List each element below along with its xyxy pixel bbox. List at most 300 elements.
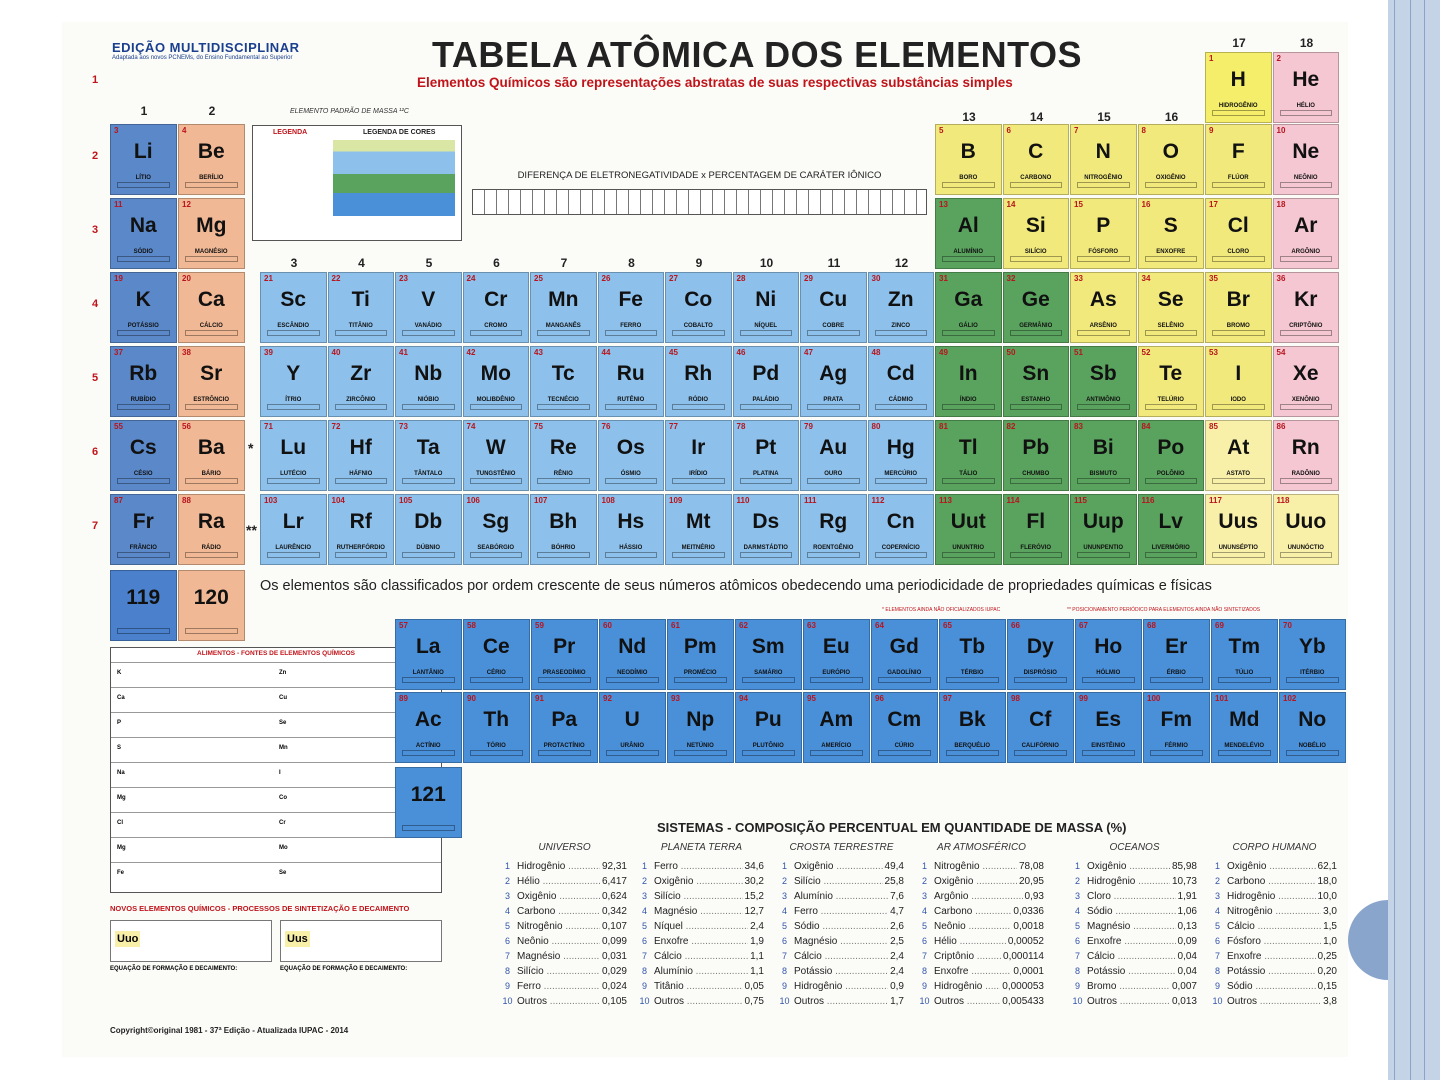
element-symbol: Ni: [755, 288, 777, 311]
item-value: 2,4: [750, 921, 764, 932]
atomic-number: 9: [1209, 126, 1214, 135]
element-cell-rh: [665, 346, 732, 417]
element-name: SÓDIO: [133, 249, 153, 255]
atomic-number: 110: [736, 496, 750, 505]
composition-item: [919, 919, 1044, 934]
electron-config-bar: [1218, 750, 1271, 756]
composition-item: [639, 994, 764, 1009]
atomic-number: 64: [875, 621, 884, 630]
element-name: ZIRCÔNIO: [346, 397, 376, 403]
electron-config-bar: [117, 182, 170, 188]
item-rank: 10: [1212, 996, 1223, 1006]
electron-config-bar: [674, 677, 727, 683]
food-element-b: Zn: [279, 670, 287, 676]
element-symbol: B: [960, 140, 976, 163]
item-value: 20,95: [1018, 876, 1044, 887]
item-rank: 8: [1074, 966, 1080, 976]
element-name: EURÓPIO: [822, 670, 851, 676]
electron-config-bar: [1280, 182, 1333, 188]
atomic-number: 74: [466, 422, 476, 431]
element-name: CÉSIO: [133, 471, 153, 477]
electron-config-bar: [672, 404, 725, 410]
atomic-number: 113: [939, 496, 952, 505]
element-cell-ac: [395, 692, 462, 763]
item-rank: 2: [781, 876, 787, 886]
electron-config-bar: [1286, 677, 1339, 683]
composition-item: [779, 994, 904, 1009]
item-rank: 4: [1074, 906, 1080, 916]
electron-config-bar: [117, 256, 170, 262]
element-cell-cm: [871, 692, 938, 763]
element-symbol: Mn: [548, 288, 579, 311]
element-symbol: Cs: [129, 436, 157, 459]
item-name: Potássio .....: [794, 966, 888, 977]
composition-item: [1212, 904, 1337, 919]
item-rank: 3: [1074, 891, 1080, 901]
element-cell-ir: [665, 420, 732, 491]
element-symbol: Na: [129, 214, 157, 237]
element-symbol: 120: [193, 586, 229, 609]
atomic-number: 52: [1141, 348, 1151, 357]
electron-config-bar: [942, 404, 995, 410]
element-symbol: Os: [616, 436, 645, 459]
electron-config-bar: [117, 330, 170, 336]
element-cell-cs: [110, 420, 177, 491]
element-cell-eu: [803, 619, 870, 690]
element-symbol: Lu: [280, 436, 307, 459]
item-rank: 2: [1214, 876, 1220, 886]
electron-config-bar: [1077, 330, 1130, 336]
element-symbol: Y: [286, 362, 301, 385]
composition-item: [1072, 979, 1197, 994]
element-symbol: Uuo: [1285, 510, 1327, 533]
food-element-b: Se: [279, 870, 287, 876]
composition-item: [779, 979, 904, 994]
item-name: Ferro .....: [517, 981, 600, 992]
element-name: PROMÉCIO: [683, 670, 717, 676]
item-name: Carbono .....: [1227, 876, 1316, 887]
composition-item: [919, 889, 1044, 904]
item-value: 12,7: [744, 906, 764, 917]
copyright: Copyright©original 1981 - 37ª Edição - Atualizada IUPAC - 2014: [110, 1026, 349, 1035]
item-rank: 1: [1214, 861, 1220, 871]
atomic-number: 42: [466, 348, 476, 357]
electron-config-bar: [185, 552, 238, 558]
atomic-number: 11: [114, 200, 123, 209]
item-name: Alumínio .....: [794, 891, 888, 902]
atomic-number: 51: [1074, 348, 1083, 357]
element-symbol: Th: [483, 708, 510, 731]
electron-config-bar: [1280, 404, 1333, 410]
element-name: RUTHERFÓRDIO: [336, 545, 385, 551]
atomic-number: 90: [467, 694, 476, 703]
element-symbol: Rn: [1291, 436, 1320, 459]
element-symbol: Au: [819, 436, 848, 459]
element-cell-tm: [1211, 619, 1278, 690]
item-name: Potássio .....: [1227, 966, 1316, 977]
element-symbol: Db: [414, 510, 443, 533]
item-name: Cloro .....: [1087, 891, 1176, 902]
element-symbol: N: [1095, 140, 1111, 163]
element-name: ENXOFRE: [1156, 249, 1186, 255]
element-name: PRASEODÍMIO: [542, 670, 586, 676]
atomic-number: 18: [1276, 200, 1286, 209]
food-row: [111, 762, 441, 788]
electron-config-bar: [740, 404, 793, 410]
element-cell-te: [1138, 346, 1205, 417]
electron-config-bar: [402, 677, 455, 683]
food-row: [111, 862, 441, 888]
element-symbol: Nd: [618, 635, 647, 658]
element-cell-uuo: [1273, 494, 1340, 565]
element-name: TÉRBIO: [960, 670, 984, 676]
element-symbol: Fr: [132, 510, 154, 533]
atomic-number: 43: [534, 348, 543, 357]
electron-config-bar: [185, 628, 238, 634]
atomic-number: 23: [399, 274, 408, 283]
element-cell-cf: [1007, 692, 1074, 763]
element-symbol: Ru: [616, 362, 645, 385]
atomic-number: 4: [182, 126, 187, 135]
element-cell-as: [1070, 272, 1137, 343]
element-cell-pu: [735, 692, 802, 763]
atomic-number: 83: [1074, 422, 1083, 431]
atomic-number: 14: [1006, 200, 1016, 209]
element-cell-db: [395, 494, 462, 565]
element-symbol: Bh: [549, 510, 578, 533]
atomic-number: 117: [1209, 496, 1222, 505]
item-name: Carbono .....: [934, 906, 1011, 917]
item-name: Oxigênio .....: [654, 876, 743, 887]
element-cell-bh: [530, 494, 597, 565]
element-cell-k: [110, 272, 177, 343]
element-symbol: Rh: [684, 362, 713, 385]
column-title: UNIVERSO: [538, 842, 591, 853]
formation-label-right: EQUAÇÃO DE FORMAÇÃO E DECAIMENTO:: [280, 966, 408, 972]
item-value: 0,0336: [1013, 906, 1044, 917]
element-cell-ra: [178, 494, 245, 565]
item-value: 0,0001: [1013, 966, 1044, 977]
column-title: CORPO HUMANO: [1232, 842, 1317, 853]
atomic-number: 80: [871, 422, 881, 431]
electron-config-bar: [1212, 256, 1265, 262]
element-cell-e120: [178, 570, 245, 641]
item-value: 0,04: [1177, 966, 1197, 977]
food-element-a: Ca: [117, 695, 125, 701]
element-name: POTÁSSIO: [127, 323, 159, 329]
atomic-number: 31: [939, 274, 948, 283]
element-name: DARMSTÁDTIO: [743, 545, 788, 551]
color-legend-swatches: [333, 140, 455, 216]
element-symbol: Ta: [416, 436, 440, 459]
element-symbol: Bk: [958, 708, 986, 731]
electron-config-bar: [1145, 404, 1198, 410]
element-name: BISMUTO: [1089, 471, 1118, 477]
electron-config-bar: [740, 552, 793, 558]
atomic-number: 20: [182, 274, 191, 283]
note-official: * ELEMENTOS AINDA NÃO OFICIALIZADOS IUPAC: [882, 607, 1001, 613]
item-value: 78,08: [1018, 861, 1044, 872]
item-name: Argônio .....: [934, 891, 1023, 902]
electron-config-bar: [1280, 552, 1333, 558]
electron-config-bar: [470, 552, 523, 558]
atomic-number: 45: [669, 348, 678, 357]
periodic-table-poster: [62, 22, 1348, 1057]
element-cell-es: [1075, 692, 1142, 763]
atomic-number: 59: [535, 621, 544, 630]
electron-config-bar: [1280, 110, 1333, 116]
item-value: 2,4: [890, 951, 904, 962]
item-rank: 7: [781, 951, 787, 961]
element-symbol: Zn: [887, 288, 914, 311]
atomic-number: 81: [939, 422, 948, 431]
item-value: 62,1: [1317, 861, 1337, 872]
electronegativity-scale: [472, 170, 927, 210]
electron-config-bar: [1145, 552, 1198, 558]
electron-config-bar: [942, 330, 995, 336]
electron-config-bar: [946, 677, 999, 683]
item-name: Enxofre .....: [934, 966, 1011, 977]
element-symbol: W: [485, 436, 506, 459]
atomic-number: 62: [739, 621, 748, 630]
element-name: PLATINA: [752, 471, 779, 477]
element-symbol: Ir: [691, 436, 706, 459]
item-rank: 2: [1074, 876, 1080, 886]
composition-column: [639, 842, 764, 1009]
item-value: 0,342: [601, 906, 627, 917]
element-cell-al: [935, 198, 1002, 269]
element-name: DÚBNIO: [416, 545, 441, 551]
electron-config-bar: [1145, 182, 1198, 188]
element-cell-la: [395, 619, 462, 690]
item-rank: 9: [504, 981, 510, 991]
electron-config-bar: [807, 330, 860, 336]
electron-config-bar: [185, 330, 238, 336]
element-symbol: Sr: [200, 362, 223, 385]
element-cell-rn: [1273, 420, 1340, 491]
composition-item: [779, 934, 904, 949]
electron-config-bar: [1010, 552, 1063, 558]
item-name: Hidrogênio .....: [1087, 876, 1170, 887]
element-name: RÓDIO: [688, 397, 709, 403]
atomic-number: 98: [1011, 694, 1020, 703]
element-cell-e121: [395, 767, 462, 838]
composition-item: [1212, 919, 1337, 934]
item-name: Hidrogênio .....: [1227, 891, 1316, 902]
item-name: Oxigênio .....: [1087, 861, 1170, 872]
element-cell-n: [1070, 124, 1137, 195]
item-name: Magnésio .....: [517, 951, 600, 962]
element-cell-bk: [939, 692, 1006, 763]
element-name: NÍQUEL: [754, 323, 778, 329]
composition-item: [639, 919, 764, 934]
atomic-number: 63: [807, 621, 816, 630]
element-name: FERRO: [620, 323, 642, 329]
group-number: 3: [290, 256, 298, 270]
item-name: Bromo .....: [1087, 981, 1170, 992]
item-name: Sódio .....: [1227, 981, 1316, 992]
atomic-number: 97: [943, 694, 952, 703]
legend-title: LEGENDA: [273, 129, 308, 136]
item-value: 0,05: [744, 981, 764, 992]
group-number: 14: [1029, 110, 1044, 124]
row-number: 7: [92, 520, 99, 532]
electron-config-bar: [1286, 750, 1339, 756]
item-name: Alumínio .....: [654, 966, 748, 977]
element-name: TUNGSTÊNIO: [476, 471, 516, 477]
item-name: Cálcio .....: [794, 951, 888, 962]
element-symbol: Rb: [129, 362, 158, 385]
element-name: NOBÉLIO: [1298, 743, 1326, 749]
electron-config-bar: [1010, 478, 1063, 484]
electron-config-bar: [875, 478, 928, 484]
element-name: UNUNPENTIO: [1083, 545, 1124, 551]
element-symbol: Kr: [1294, 288, 1318, 311]
element-name: RUTÊNIO: [617, 397, 645, 403]
element-symbol: As: [1089, 288, 1117, 311]
atomic-number: 34: [1141, 274, 1151, 283]
element-name: HÁSSIO: [619, 545, 643, 551]
element-symbol: O: [1162, 140, 1179, 163]
item-value: 2,4: [890, 966, 904, 977]
element-symbol: Er: [1165, 635, 1188, 658]
item-value: 0,024: [601, 981, 627, 992]
electron-config-bar: [606, 750, 659, 756]
electron-config-bar: [1077, 552, 1130, 558]
systems-title: SISTEMAS - COMPOSIÇÃO PERCENTUAL EM QUANTIDADE DE MASSA (%): [657, 820, 1127, 835]
group-number: 7: [560, 256, 568, 270]
electron-config-bar: [267, 404, 320, 410]
atomic-number: 109: [669, 496, 683, 505]
element-name: CARBONO: [1020, 175, 1052, 181]
element-name: COBRE: [822, 323, 845, 329]
composition-item: [1212, 859, 1337, 874]
item-value: 15,2: [744, 891, 764, 902]
element-symbol: Se: [1157, 288, 1184, 311]
item-rank: 5: [921, 921, 927, 931]
element-symbol: Lr: [282, 510, 304, 533]
element-symbol: Am: [819, 708, 854, 731]
composition-item: [1072, 964, 1197, 979]
element-cell-hg: [868, 420, 935, 491]
element-symbol: Pu: [754, 708, 782, 731]
element-cell-in: [935, 346, 1002, 417]
item-name: Potássio .....: [1087, 966, 1176, 977]
element-cell-nd: [599, 619, 666, 690]
item-name: Outros .....: [654, 996, 743, 1007]
element-symbol: He: [1292, 68, 1320, 91]
atomic-number: 22: [331, 274, 341, 283]
electron-config-bar: [605, 478, 658, 484]
element-symbol: Bi: [1092, 436, 1114, 459]
composition-item: [502, 904, 627, 919]
composition-column: [919, 842, 1044, 1009]
item-rank: 5: [1214, 921, 1220, 931]
element-symbol: Al: [957, 214, 979, 237]
food-row: [111, 712, 441, 738]
item-value: 1,7: [890, 996, 904, 1007]
element-name: RADÔNIO: [1291, 471, 1320, 477]
element-symbol: Ac: [414, 708, 442, 731]
element-cell-lu: [260, 420, 327, 491]
atomic-number: 88: [182, 496, 191, 505]
item-rank: 6: [641, 936, 647, 946]
item-value: 25,8: [884, 876, 904, 887]
atomic-number: 112: [871, 496, 885, 505]
group-number: 9: [695, 256, 703, 270]
atomic-number: 57: [399, 621, 408, 630]
electron-config-bar: [537, 478, 590, 484]
electron-config-bar: [267, 330, 320, 336]
item-rank: 8: [781, 966, 787, 976]
element-name: CHUMBO: [1022, 471, 1050, 477]
group-number: 6: [493, 256, 500, 270]
item-name: Ferro .....: [654, 861, 743, 872]
item-name: Outros .....: [1087, 996, 1170, 1007]
item-value: 0,000114: [1003, 951, 1044, 962]
electron-config-bar: [1077, 182, 1130, 188]
electron-config-bar: [117, 478, 170, 484]
composition-item: [502, 934, 627, 949]
atomic-number: 26: [601, 274, 611, 283]
actinide-marker: **: [246, 522, 257, 538]
food-element-a: Mg: [117, 845, 126, 851]
element-name: TITÂNIO: [348, 323, 373, 329]
electron-config-bar: [1212, 478, 1265, 484]
atomic-number: 58: [467, 621, 476, 630]
atomic-number: 27: [669, 274, 678, 283]
element-symbol: S: [1163, 214, 1178, 237]
element-name: CÁLCIO: [199, 323, 223, 329]
element-cell-mg: [178, 198, 245, 269]
composition-item: [1072, 889, 1197, 904]
element-cell-he: [1273, 52, 1340, 123]
element-symbol: Yb: [1298, 635, 1326, 658]
electron-config-bar: [117, 404, 170, 410]
group-number: 16: [1164, 110, 1179, 124]
item-name: Silício .....: [654, 891, 743, 902]
atomic-number: 36: [1276, 274, 1286, 283]
atomic-number: 8: [1141, 126, 1146, 135]
atomic-number: 101: [1215, 694, 1229, 703]
row-number: 6: [92, 446, 99, 458]
atomic-number: 118: [1276, 496, 1290, 505]
composition-item: [639, 859, 764, 874]
element-cell-zr: [328, 346, 395, 417]
item-name: Nitrogênio .....: [1227, 906, 1321, 917]
element-cell-ag: [800, 346, 867, 417]
element-symbol: Sn: [1022, 362, 1050, 385]
atomic-number: 44: [601, 348, 611, 357]
atomic-number: 84: [1141, 422, 1151, 431]
atomic-number: 7: [1074, 126, 1079, 135]
electron-config-bar: [672, 552, 725, 558]
element-symbol: Pa: [551, 708, 578, 731]
element-name: TÓRIO: [486, 743, 506, 749]
item-value: 0,107: [601, 921, 627, 932]
item-rank: 4: [921, 906, 927, 916]
electronegativity-grid: [472, 189, 927, 215]
element-name: HÓLMIO: [1096, 670, 1121, 676]
item-rank: 10: [919, 996, 930, 1006]
item-rank: 8: [641, 966, 647, 976]
item-value: 1,1: [750, 966, 764, 977]
element-cell-ar: [1273, 198, 1340, 269]
item-rank: 6: [504, 936, 510, 946]
item-name: Enxofre .....: [1227, 951, 1316, 962]
item-rank: 3: [781, 891, 787, 901]
atomic-number: 39: [264, 348, 273, 357]
